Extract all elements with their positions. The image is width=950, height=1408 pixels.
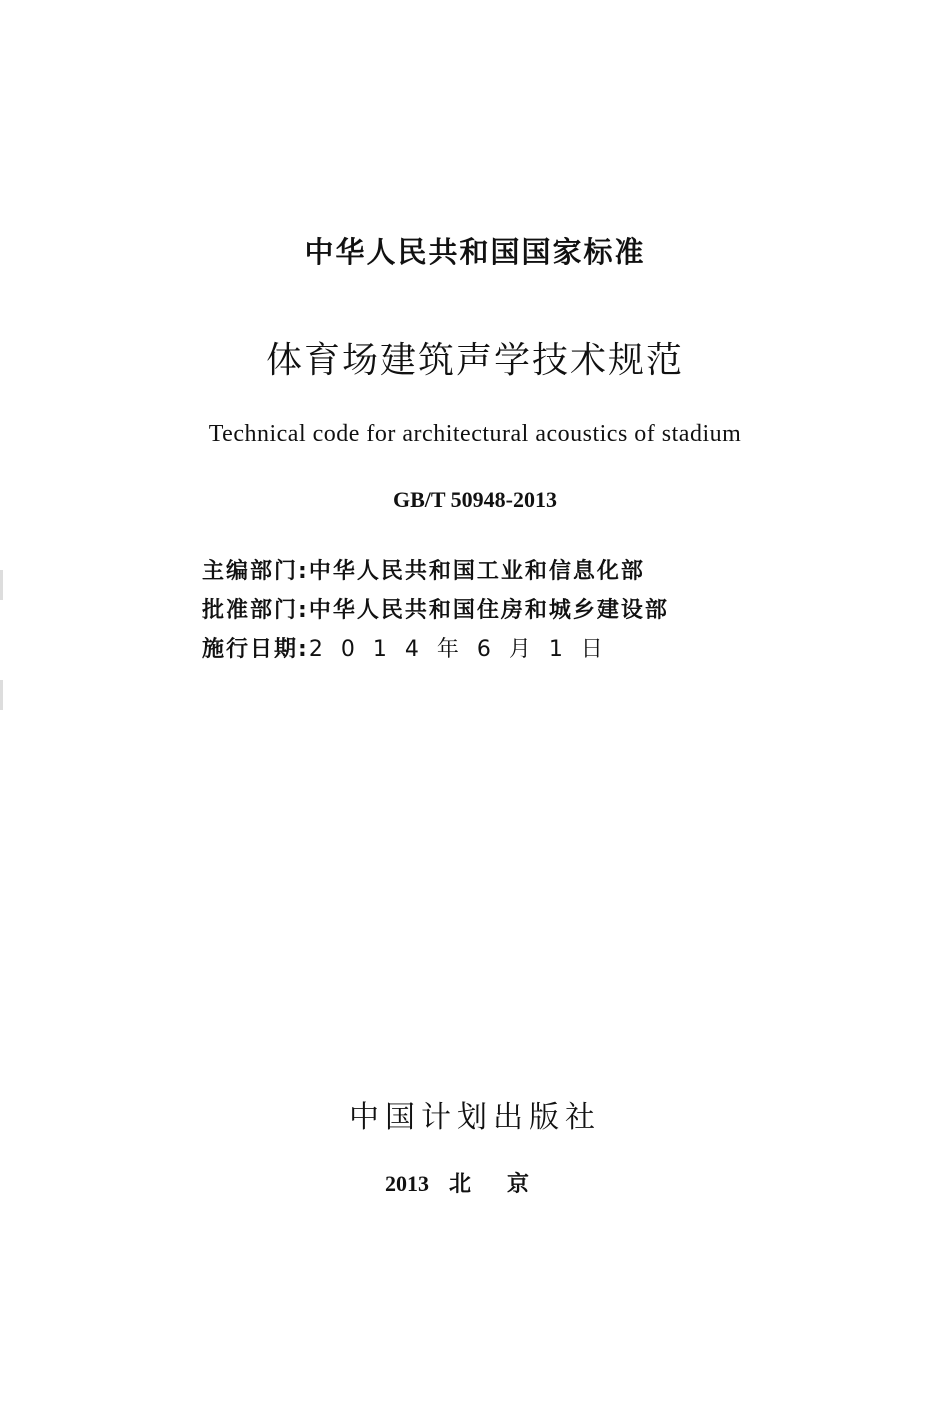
effective-date-value: 2014年6月1日 [308, 637, 621, 662]
separator: : [298, 559, 309, 584]
scan-edge-mark [0, 680, 3, 710]
separator: : [298, 598, 309, 623]
publisher-name: 中国计划出版社 [349, 1100, 601, 1135]
approver-line [202, 593, 762, 624]
separator: : [298, 637, 309, 662]
publication-line [0, 1167, 950, 1198]
publication-city: 北京 [448, 1172, 565, 1197]
publication-year: 2013 [384, 1171, 429, 1196]
approver-label: 批准部门 [202, 598, 299, 623]
document-title-chinese: 体育场建筑声学技术规范 [265, 340, 684, 381]
effective-date-label: 施行日期 [202, 637, 299, 662]
chief-editor-label: 主编部门 [202, 559, 299, 584]
approver-value: 中华人民共和国住房和城乡建设部 [308, 598, 669, 623]
document-title-english: Technical code for architectural acoustics of stadium [208, 421, 742, 447]
chief-editor-value: 中华人民共和国工业和信息化部 [308, 559, 645, 584]
effective-date-line [202, 632, 762, 663]
scan-edge-mark [0, 570, 3, 600]
standard-code: GB/T 50948-2013 [392, 487, 557, 512]
chief-editor-line [202, 554, 762, 585]
series-heading: 中华人民共和国国家标准 [304, 235, 646, 269]
